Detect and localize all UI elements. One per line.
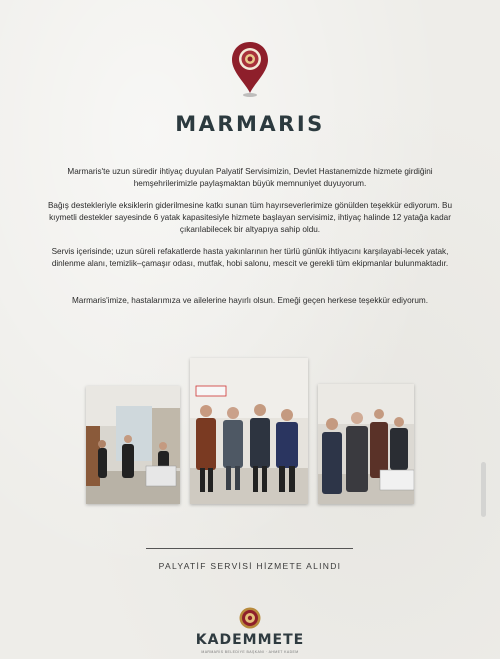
page-title: MARMARIS [175,112,325,136]
photo-patient-visit [318,384,414,504]
photo-group-officials [190,358,308,504]
paragraph-thanks: Bağış destekleriyle eksiklerin giderilmesine katkı sunan tüm hayırseverlerimize gönülden teşekkür ediyorum. Bu kıymetli destekler sayesinde 6 yatak kapasitesiyle hizmete başlayan servisimiz, ihtiyaç halinde 12 yatağa kadar çıkarılabilecek bir altyapıya sahip oldu. [47,201,453,234]
paragraph-facilities: Servis içerisinde; uzun süreli refakatlerde hasta yakınlarının her türlü günlük ihtiyacını karşılayabi-lecek yatak, dinlenme alanı, temizlik–çamaşır odası, mutfak, hobi salonu, mescit ve gerekli tüm ekipmanlar bulunmaktadır. [51,247,449,268]
photo-hospital-corridor [86,386,180,504]
brand-subtitle: MARMARİS BELEDİYE BAŞKANI · AHMET KADEM [201,650,299,654]
brand-name: KADEMMETE [195,632,305,648]
scrollbar-thumb[interactable] [481,462,486,517]
footer-divider [146,548,353,549]
paragraph-closing: Marmaris'imize, hastalarımıza ve ailelerine hayırlı olsun. Emeği geçen herkese teşekkür ediyorum. [71,296,429,305]
paragraph-intro: Marmaris'te uzun süredir ihtiyaç duyulan Palyatif Servisimizin, Devlet Hastanemizde hizmete girdiğini hemşehrilerimizle paylaşmaktan büyük memnuniyet duyuyorum. [67,167,433,188]
brand-emblem-icon [239,607,261,629]
location-pin-icon [230,40,270,98]
footer-caption: PALYATİF SERVİSİ HİZMETE ALINDI [158,561,342,571]
